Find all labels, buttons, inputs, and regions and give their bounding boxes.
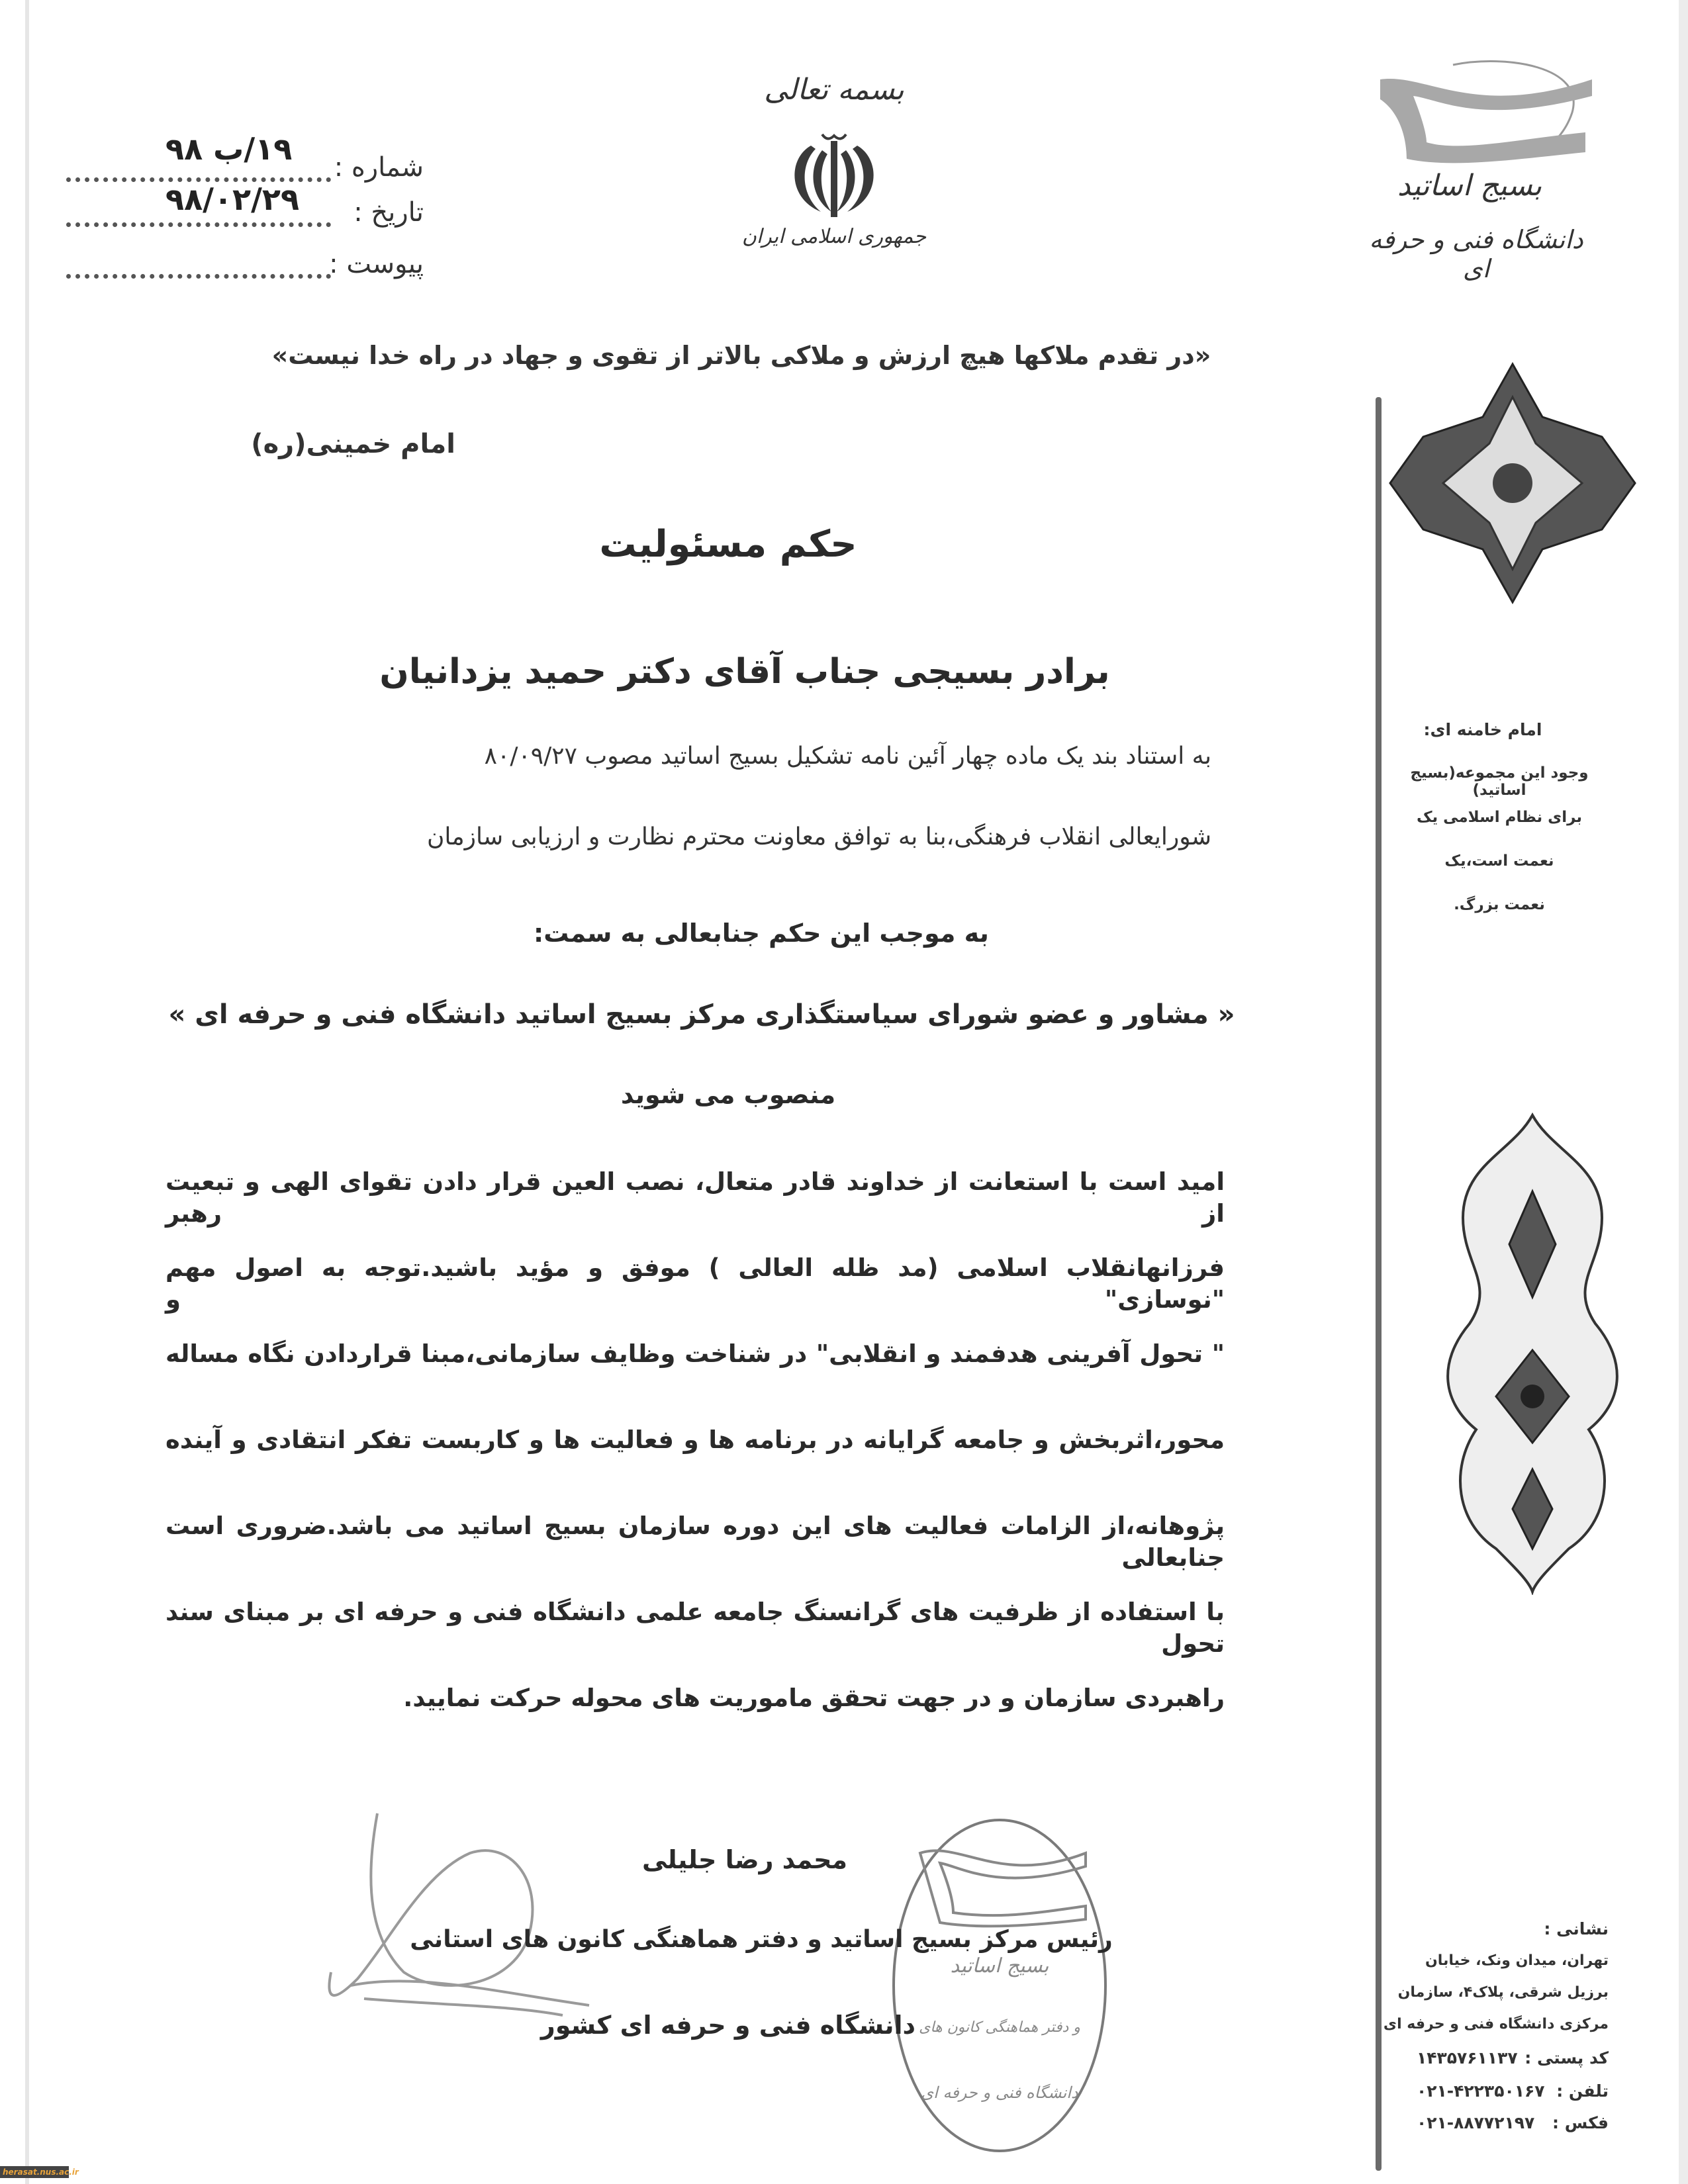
signatory-organization: دانشگاه فنی و حرفه ای کشور: [540, 2011, 916, 2040]
phone-value: ۰۲۱-۴۲۲۳۵۰۱۶۷: [1417, 2081, 1545, 2101]
signatory-title: رئیس مرکز بسیج اساتید و دفتر هماهنگی کانون های استانی: [410, 1926, 1113, 1953]
postal-code-label: کد پستی :: [1524, 2048, 1609, 2068]
ornament-side-icon: [1436, 1112, 1628, 1595]
scan-edge-left: [25, 0, 29, 2184]
field-date-label: تاریخ :: [353, 197, 424, 228]
ornament-top-icon: [1383, 357, 1642, 609]
field-number: [66, 131, 424, 185]
iran-emblem-icon: [774, 129, 894, 222]
logo-line-2: دانشگاه فنی و حرفه ای: [1369, 225, 1583, 283]
field-attachment: [66, 232, 424, 278]
field-dots: [66, 274, 331, 279]
sidebar-quote-line: وجود این مجموعه(بسیج اساتید): [1410, 764, 1589, 799]
field-attachment-label: پیوست :: [329, 249, 424, 279]
stamp-text: بسیج اساتید: [950, 1954, 1049, 1978]
fax-label: فکس :: [1552, 2113, 1609, 2132]
fax-value: ۰۲۱-۸۸۷۷۲۱۹۷: [1417, 2113, 1535, 2132]
field-number-value: ۱۹/ب ۹۸: [165, 131, 293, 167]
body-line: پژوهانه،از الزامات فعالیت های این دوره سازمان بسیج اساتید می باشد.ضروری است جنابعالی: [165, 1512, 1225, 1572]
logo-line-1: بسیج اساتید: [1397, 169, 1542, 203]
phone-label: تلفن :: [1556, 2081, 1609, 2101]
field-date: [66, 181, 424, 232]
address-line: تهران، میدان ونک، خیابان: [1425, 1952, 1609, 1969]
stamp-text: و دفتر هماهنگی کانون های: [919, 2019, 1080, 2036]
sidebar-quote-line: برای نظام اسلامی یک: [1416, 809, 1583, 826]
emblem-caption: جمهوری اسلامی ایران: [741, 225, 927, 248]
sidebar-divider: [1376, 397, 1382, 2171]
preamble-line: شورایعالی انقلاب فرهنگی،بنا به توافق معاونت محترم نظارت و ارزیابی سازمان: [426, 823, 1211, 850]
official-stamp-icon: [887, 1813, 1112, 2158]
sidebar-quote-line: نعمت است،یک: [1444, 852, 1554, 870]
invocation: بسمه تعالی: [764, 73, 904, 107]
body-line: با استفاده از ظرفیت های گرانسنگ جامعه علمی دانشگاه فنی و حرفه ای بر مبنای سند تحول: [165, 1598, 1225, 1659]
stamp-text: دانشگاه فنی و حرفه ای: [921, 2083, 1078, 2102]
field-number-label: شماره :: [334, 152, 424, 183]
site-watermark: herasat.nus.ac.ir: [0, 2166, 69, 2178]
khomeini-quote: «در تقدم ملاکها هیچ ارزش و ملاکی بالاتر از تقوی و جهاد در راه خدا نیست»: [271, 341, 1211, 370]
address-label: نشانی :: [1544, 1919, 1609, 1938]
sidebar-quote-author: امام خامنه ای:: [1423, 720, 1542, 739]
position-title: « مشاور و عضو شورای سیاستگذاری مرکز بسیج اساتید دانشگاه فنی و حرفه ای »: [168, 999, 1235, 1030]
quote-author: امام خمینی(ره): [251, 429, 455, 459]
scan-edge-right: [1679, 0, 1688, 2184]
document-title: حکم مسئولیت: [599, 523, 857, 566]
signatory-name: محمد رضا جلیلی: [641, 1845, 848, 1874]
postal-code-value: ۱۴۳۵۷۶۱۱۳۷: [1417, 2048, 1518, 2068]
body-line: فرزانهانقلاب اسلامی (مد ظله العالی ) موفق و مؤید باشید.توجه به اصول مهم "نوسازی" و: [165, 1253, 1225, 1314]
recipient: برادر بسیجی جناب آقای دکتر حمید یزدانیان: [379, 652, 1110, 692]
body-line: " تحول آفرینی هدفمند و انقلابی" در شناخت وظایف سازمانی،مبنا قراردادن نگاه مساله: [165, 1340, 1225, 1368]
appointed-text: منصوب می شوید: [620, 1080, 836, 1109]
handwritten-signature-icon: [311, 1807, 682, 2019]
body-line: راهبردی سازمان و در جهت تحقق ماموریت های محوله حرکت نمایید.: [403, 1684, 1225, 1712]
sidebar-quote-line: نعمت بزرگ.: [1454, 896, 1545, 913]
address-line: برزیل شرقی، پلاک۴، سازمان: [1397, 1984, 1609, 2001]
preamble-line: به استناد بند یک ماده چهار آئین نامه تشکیل بسیج اساتید مصوب ۸۰/۰۹/۲۷: [484, 743, 1211, 770]
address-line: مرکزی دانشگاه فنی و حرفه ای: [1383, 2016, 1609, 2032]
body-line: امید است با استعانت از خداوند قادر متعال، نصب العین قرار دادن تقوای الهی و تبعیت از رهبر: [165, 1167, 1225, 1228]
field-date-value: ۹۸/۰۲/۲۹: [165, 181, 300, 217]
letter-fields: [66, 131, 424, 279]
body-line: محور،اثربخش و جامعه گرایانه در برنامه ها و فعالیت ها و کاربست تفکر انتقادی و آینده: [165, 1426, 1225, 1454]
field-dots: [66, 222, 331, 227]
basij-logo-icon: [1374, 60, 1592, 172]
by-order: به موجب این حکم جنابعالی به سمت:: [534, 919, 989, 948]
